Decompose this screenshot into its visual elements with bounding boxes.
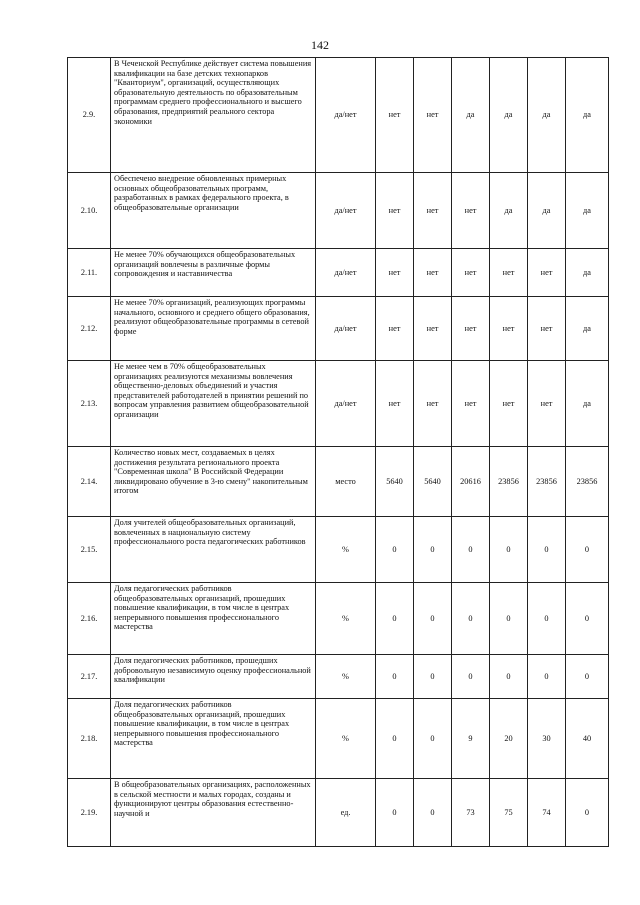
value-cell: 0	[566, 583, 609, 655]
value-cell: 23856	[528, 447, 566, 517]
table-row	[68, 447, 609, 517]
value-cell: 0	[414, 655, 452, 699]
value-cell: нет	[452, 249, 490, 297]
value-cell: 0	[490, 655, 528, 699]
table-row	[68, 517, 609, 583]
indicator-description-cell: Доля учителей общеобразовательных организаций, вовлеченных в национальную систему профессионального роста педагогических работников	[111, 517, 316, 583]
value-cell: 0	[528, 655, 566, 699]
value-cell: нет	[452, 361, 490, 447]
indicator-description-cell: Не менее 70% организаций, реализующих программы начального, основного и среднего общего образования, реализуют общеобразовательные программы в сетевой форме	[111, 297, 316, 361]
value-cell: 0	[414, 779, 452, 847]
value-cell: да	[566, 361, 609, 447]
value-cell: 0	[452, 655, 490, 699]
value-cell: 0	[490, 517, 528, 583]
table-row	[68, 583, 609, 655]
value-cell: нет	[490, 361, 528, 447]
value-cell: 0	[376, 699, 414, 779]
row-number-cell: 2.9.	[68, 58, 111, 173]
table-row	[68, 361, 609, 447]
indicator-description-cell: Доля педагогических работников, прошедших добровольную независимую оценку профессиональной квалификации	[111, 655, 316, 699]
value-cell: 0	[452, 517, 490, 583]
value-cell: 0	[376, 655, 414, 699]
unit-cell: ед.	[316, 779, 376, 847]
value-cell: нет	[452, 297, 490, 361]
unit-cell: да/нет	[316, 58, 376, 173]
value-cell: 0	[376, 779, 414, 847]
value-cell: 73	[452, 779, 490, 847]
value-cell: нет	[376, 58, 414, 173]
unit-cell: да/нет	[316, 173, 376, 249]
value-cell: нет	[376, 249, 414, 297]
row-number-cell: 2.15.	[68, 517, 111, 583]
table-row	[68, 655, 609, 699]
row-number-cell: 2.19.	[68, 779, 111, 847]
table-row	[68, 249, 609, 297]
value-cell: 0	[566, 655, 609, 699]
value-cell: да	[566, 58, 609, 173]
table-body	[68, 58, 609, 847]
indicator-description-cell: В общеобразовательных организациях, расположенных в сельской местности и малых городах, созданы и функционируют центры образования естественно-научной и	[111, 779, 316, 847]
value-cell: 40	[566, 699, 609, 779]
value-cell: да	[490, 58, 528, 173]
unit-cell: да/нет	[316, 249, 376, 297]
value-cell: да	[566, 297, 609, 361]
indicator-description-cell: Доля педагогических работников общеобразовательных организаций, прошедших повышение квалификации, в том числе в центрах непрерывного повышения профессионального мастерства	[111, 583, 316, 655]
value-cell: нет	[376, 297, 414, 361]
value-cell: да	[566, 249, 609, 297]
table-row	[68, 58, 609, 173]
row-number-cell: 2.11.	[68, 249, 111, 297]
value-cell: 23856	[490, 447, 528, 517]
unit-cell: %	[316, 517, 376, 583]
unit-cell: место	[316, 447, 376, 517]
table-row	[68, 699, 609, 779]
value-cell: 0	[414, 583, 452, 655]
page-number: 142	[311, 38, 329, 52]
value-cell: 0	[452, 583, 490, 655]
value-cell: 20616	[452, 447, 490, 517]
indicator-description-cell: Обеспечено внедрение обновленных примерных основных общеобразовательных программ, разработанных в рамках федерального проекта, в общеобразовательные организации	[111, 173, 316, 249]
indicator-table	[67, 57, 609, 847]
table-row	[68, 173, 609, 249]
row-number-cell: 2.14.	[68, 447, 111, 517]
value-cell: 0	[414, 517, 452, 583]
row-number-cell: 2.16.	[68, 583, 111, 655]
value-cell: 0	[566, 517, 609, 583]
row-number-cell: 2.18.	[68, 699, 111, 779]
table-row	[68, 297, 609, 361]
value-cell: нет	[414, 173, 452, 249]
indicator-description-cell: Доля педагогических работников общеобразовательных организаций, прошедших повышение квалификации, в том числе в центрах непрерывного повышения профессионального мастерства	[111, 699, 316, 779]
value-cell: нет	[376, 173, 414, 249]
unit-cell: %	[316, 583, 376, 655]
unit-cell: %	[316, 699, 376, 779]
value-cell: да	[490, 173, 528, 249]
value-cell: нет	[528, 361, 566, 447]
value-cell: 5640	[414, 447, 452, 517]
value-cell: нет	[376, 361, 414, 447]
row-number-cell: 2.12.	[68, 297, 111, 361]
value-cell: 0	[566, 779, 609, 847]
unit-cell: да/нет	[316, 297, 376, 361]
value-cell: 30	[528, 699, 566, 779]
indicator-description-cell: В Чеченской Республике действует система повышения квалификации на базе детских технопарков "Кванториум", организаций, осуществляющих образовательную деятельность по образовательным программам среднего профессионального и высшего образования, предприятий реального сектора экономики	[111, 58, 316, 173]
indicator-description-cell: Количество новых мест, создаваемых в целях достижения результата регионального проекта "Современная школа" В Российской Федерации ликвидировано обучение в 3-ю смену" накопительным итогом	[111, 447, 316, 517]
value-cell: 74	[528, 779, 566, 847]
value-cell: нет	[490, 249, 528, 297]
row-number-cell: 2.13.	[68, 361, 111, 447]
row-number-cell: 2.17.	[68, 655, 111, 699]
value-cell: 0	[490, 583, 528, 655]
value-cell: нет	[528, 297, 566, 361]
value-cell: 0	[528, 517, 566, 583]
value-cell: 5640	[376, 447, 414, 517]
value-cell: 0	[414, 699, 452, 779]
value-cell: да	[528, 58, 566, 173]
value-cell: нет	[414, 297, 452, 361]
indicator-description-cell: Не менее 70% обучающихся общеобразовательных организаций вовлечены в различные формы сопровождения и наставничества	[111, 249, 316, 297]
value-cell: нет	[414, 249, 452, 297]
value-cell: 0	[376, 517, 414, 583]
table-row	[68, 779, 609, 847]
value-cell: да	[528, 173, 566, 249]
value-cell: нет	[528, 249, 566, 297]
value-cell: 9	[452, 699, 490, 779]
value-cell: 75	[490, 779, 528, 847]
value-cell: 20	[490, 699, 528, 779]
value-cell: нет	[414, 58, 452, 173]
value-cell: да	[452, 58, 490, 173]
value-cell: 0	[528, 583, 566, 655]
value-cell: 0	[376, 583, 414, 655]
value-cell: да	[566, 173, 609, 249]
value-cell: нет	[490, 297, 528, 361]
row-number-cell: 2.10.	[68, 173, 111, 249]
unit-cell: %	[316, 655, 376, 699]
value-cell: нет	[452, 173, 490, 249]
unit-cell: да/нет	[316, 361, 376, 447]
value-cell: нет	[414, 361, 452, 447]
value-cell: 23856	[566, 447, 609, 517]
indicator-description-cell: Не менее чем в 70% общеобразовательных организациях реализуются механизмы вовлечения общественно-деловых объединений и участия представителей работодателей в принятии решений по вопросам управления развитием общеобразовательной организации	[111, 361, 316, 447]
